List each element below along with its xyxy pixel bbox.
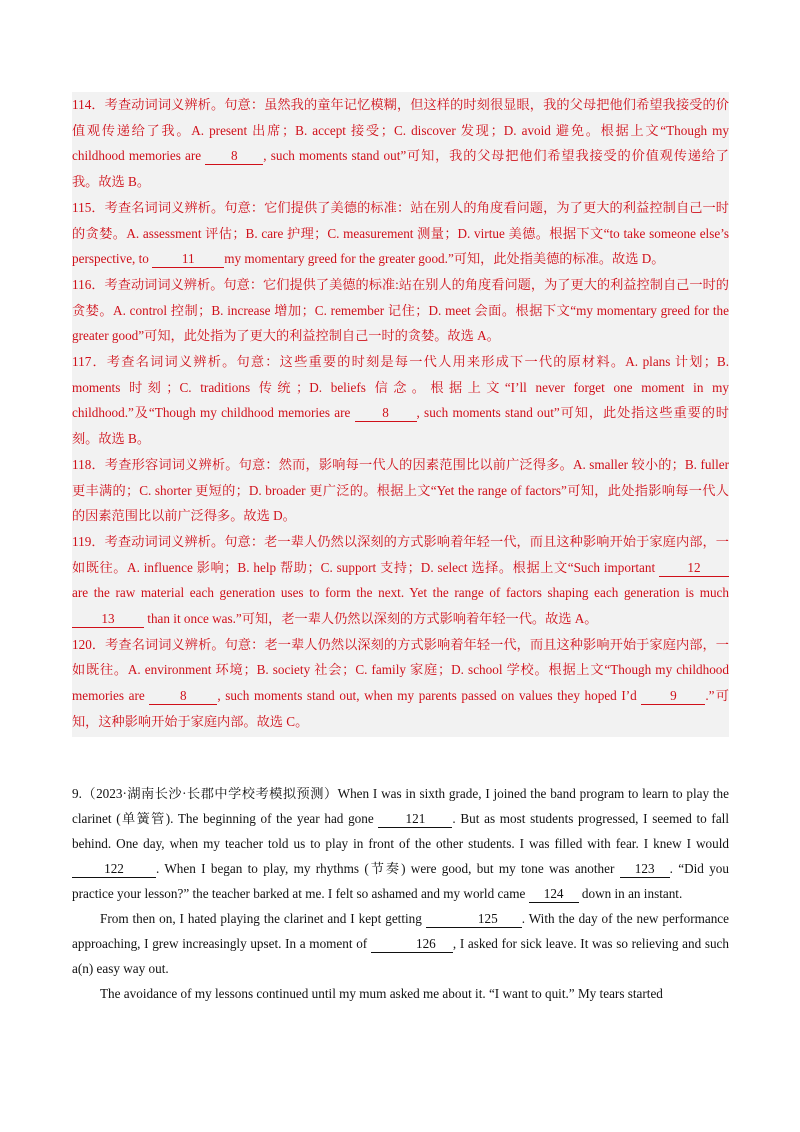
blank-8: 8 [149, 688, 217, 705]
answer-116: 116．考查动词词义辨析。句意：它们提供了美德的标准:站在别人的角度看问题，为了更大的利益控制自己一时的贪婪。A. control 控制；B. increase 增加；C. remember 记住；D. meet 会面。根据下文“my momentary greed for the greater good”可知，此处指为了更大的利益控制自己一时的贪婪。故选 A。 [72, 276, 729, 344]
answer-114: 114．考查动词词义辨析。句意：虽然我的童年记忆模糊，但这样的时刻很显眼，我的父母把他们希望我接受的价值观传递给了我。A. present 出席；B. accept 接受；C. discover 发现；D. avoid 避免。根据上文“Though my childhood memories are 8 , such moments stand out”可知，我的父母把他们希望我接受的价值观传递给了我。故选 B。 [72, 97, 729, 190]
blank-121: 121 [378, 811, 452, 828]
answer-119: 119．考查动词词义辨析。句意：老一辈人仍然以深刻的方式影响着年轻一代，而且这种影响开始于家庭内部，一如既往。A. influence 影响；B. help 帮助；C. support 支持；D. select 选择。根据上文“Such important 12 are the raw material each generation uses to form the next. Yet the range of factors shaping each generation is much 13 than it once was.”可知，老一辈人仍然以深刻的方式影响着年轻一代。故选 A。 [72, 533, 729, 627]
blank-13: 13 [72, 611, 144, 628]
blank-124: 124 [529, 886, 579, 903]
blank-11: 11 [152, 251, 224, 268]
blank-123: 123 [620, 861, 670, 878]
passage-paragraph-1: 9.（2023·湖南长沙·长郡中学校考模拟预测）When I was in sixth grade, I joined the band program to learn to play the clarinet (单簧管). The beginning of the year had gone 121 . But as most students progressed, I seemed to fall behind. One day, when my teacher told us to play in front of the other students. I was filled with fear. I knew I would 122 . When I began to play, my rhythms (节奏) were good, but my tone was another 123 . “Did you practice your lesson?” the teacher barked at me. I felt so ashamed and my world came 124 down in an instant. [72, 786, 729, 901]
answer-120: 120．考查名词词义辨析。句意：老一辈人仍然以深刻的方式影响着年轻一代，而且这种影响开始于家庭内部，一如既往。A. environment 环境；B. society 社会；C. family 家庭；D. school 学校。根据上文“Though my childhood memories are 8 , such moments stand out, when my parents passed on values they hoped I’d 9 .”可知，这种影响开始于家庭内部。故选 C。 [72, 636, 729, 729]
answer-117: 117．考查名词词义辨析。句意：这些重要的时刻是每一代人用来形成下一代的原材料。A. plans 计划；B. moments 时刻；C. traditions 传统；D. beliefs 信念。根据上文“I’ll never forget one moment in my childhood.”及“Though my childhood memories are 8 , such moments stand out”可知，此处指这些重要的时刻。故选 B。 [72, 354, 729, 447]
blank-8: 8 [355, 405, 417, 422]
blank-125: 125 [426, 911, 522, 928]
answer-explanations [72, 92, 729, 737]
question-9-passage [72, 781, 729, 1006]
blank-126: 126 [371, 936, 453, 953]
answer-115: 115．考查名词词义辨析。句意：它们提供了美德的标准：站在别人的角度看问题，为了更大的利益控制自己一时的贪婪。A. assessment 评估；B. care 护理；C. measurement 测量；D. virtue 美德。根据下文“to take someone else’s perspective, to 11 my momentary greed for the greater good.”可知，此处指美德的标准。故选 D。 [72, 199, 729, 267]
blank-122: 122 [72, 861, 156, 878]
blank-9: 9 [641, 688, 705, 705]
passage-paragraph-2: From then on, I hated playing the clarinet and I kept getting 125 . With the day of the new performance approaching, I grew increasingly upset. In a moment of 126 , I asked for sick leave. It was so relieving and such a(n) easy way out. [72, 911, 730, 976]
answer-118: 118．考查形容词词义辨析。句意：然而，影响每一代人的因素范围比以前广泛得多。A. smaller 较小的；B. fuller 更丰满的；C. shorter 更短的；D. broader 更广泛的。根据上文“Yet the range of factors”可知，此处指影响每一代人的因素范围比以前广泛得多。故选 D。 [72, 456, 729, 524]
blank-8: 8 [205, 148, 263, 165]
blank-12: 12 [659, 560, 729, 577]
passage-paragraph-3: The avoidance of my lessons continued until my mum asked me about it. “I want to quit.” My tears started [100, 986, 663, 1001]
